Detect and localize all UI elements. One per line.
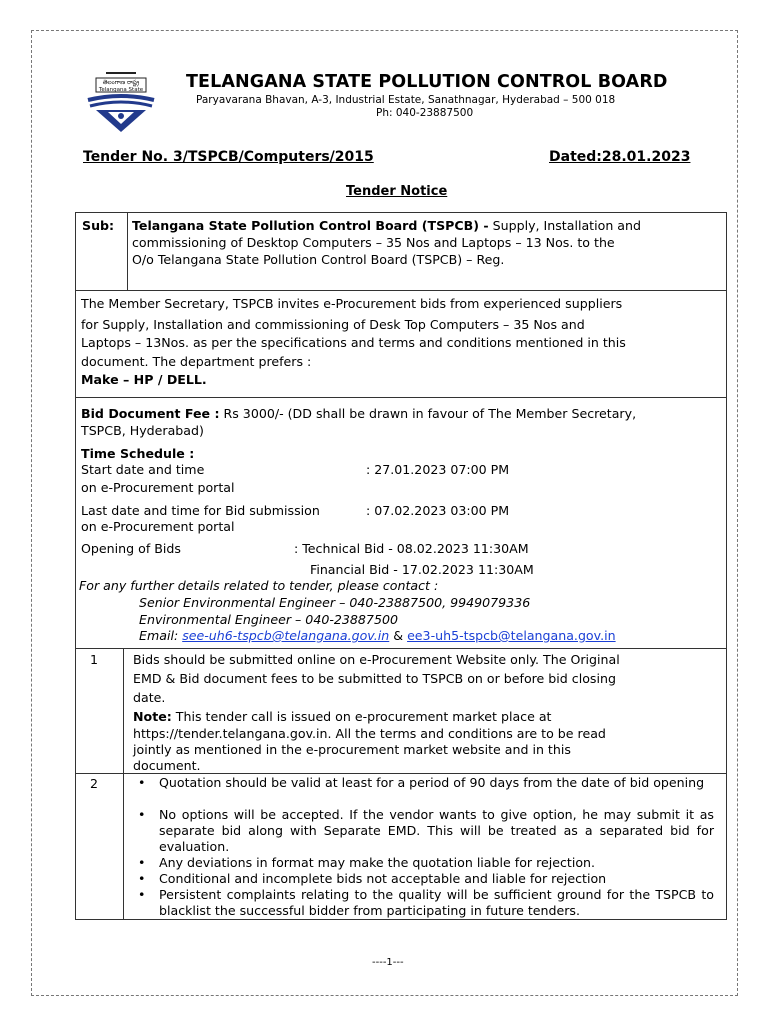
board-title: TELANGANA STATE POLLUTION CONTROL BOARD [186, 72, 668, 92]
intro-line-4: document. The department prefers : [81, 354, 312, 369]
board-phone: Ph: 040-23887500 [376, 107, 474, 119]
email-link-ee[interactable]: ee3-uh5-tspcb@telangana.gov.in [407, 628, 616, 643]
bullet-item: • Any deviations in format may make the quotation liable for rejection. [138, 855, 596, 870]
last-value: : 07.02.2023 03:00 PM [366, 503, 510, 518]
intro-line-1: The Member Secretary, TSPCB invites e-Procurement bids from experienced suppliers [81, 296, 623, 311]
email-link-see[interactable]: see-uh6-tspcb@telangana.gov.in [182, 628, 390, 643]
table-column-divider [123, 649, 124, 919]
note-line-3: jointly as mentioned in the e-procurement market website and in this [133, 742, 571, 757]
tspcb-logo [82, 70, 160, 134]
contact-emails: Email: see-uh6-tspcb@telangana.gov.in & ee3-uh5-tspcb@telangana.gov.in [139, 628, 616, 643]
schedule-box [75, 397, 727, 648]
bullet-item: • Persistent complaints relating to the quality will be sufficient ground for the TSPCB to blacklist the successful bidder from participating in future tenders. [138, 887, 714, 918]
bid-fee-line-1: Bid Document Fee : Rs 3000/- (DD shall be drawn in favour of The Member Secretary, [81, 406, 637, 421]
subject-line-3: O/o Telangana State Pollution Control Board (TSPCB) – Reg. [132, 252, 505, 267]
note-line-1: Note: This tender call is issued on e-procurement market place at [133, 709, 552, 724]
intro-line-2: for Supply, Installation and commissioning of Desk Top Computers – 35 Nos and [81, 317, 585, 332]
row-number-2: 2 [90, 776, 99, 791]
svg-text:Telangana State: Telangana State [98, 87, 144, 93]
condition-1-line-3: date. [133, 690, 166, 705]
intro-box [75, 290, 727, 398]
tender-number: Tender No. 3/TSPCB/Computers/2015 [83, 149, 374, 165]
svg-text:తెలంగాణ రాష్ట్ర: తెలంగాణ రాష్ట్ర [102, 79, 140, 86]
start-value: : 27.01.2023 07:00 PM [366, 462, 510, 477]
contact-ee: Environmental Engineer – 040-23887500 [139, 612, 398, 627]
subject-line-1: Telangana State Pollution Control Board (TSPCB) - Supply, Installation and [132, 218, 641, 233]
subject-box [75, 212, 727, 291]
note-line-4: document. [133, 758, 201, 773]
tender-date: Dated:28.01.2023 [549, 149, 691, 165]
bid-fee-line-2: TSPCB, Hyderabad) [81, 423, 204, 438]
subject-label: Sub: [82, 218, 115, 233]
subject-divider [127, 213, 128, 290]
financial-bid: Financial Bid - 17.02.2023 11:30AM [310, 562, 534, 577]
intro-line-3: Laptops – 13Nos. as per the specifications and terms and conditions mentioned in this [81, 335, 626, 350]
last-label-1: Last date and time for Bid submission [81, 503, 320, 518]
bullet-item: • Quotation should be valid at least for a period of 90 days from the date of bid opening [138, 775, 705, 790]
bullet-item: • No options will be accepted. If the vendor wants to give option, he may submit it as separate bid along with Separate EMD. This will be treated as a separated bid for evaluation. [138, 807, 714, 854]
technical-bid: : Technical Bid - 08.02.2023 11:30AM [294, 541, 529, 556]
last-label-2: on e-Procurement portal [81, 519, 235, 534]
subject-line-2: commissioning of Desktop Computers – 35 Nos and Laptops – 13 Nos. to the [132, 235, 615, 250]
conditions-table [75, 648, 727, 920]
bullet-item: • Conditional and incomplete bids not acceptable and liable for rejection [138, 871, 607, 886]
contact-intro: For any further details related to tender, please contact : [79, 578, 439, 593]
preferred-make: Make – HP / DELL. [81, 372, 207, 387]
notice-title: Tender Notice [346, 184, 448, 199]
start-label-2: on e-Procurement portal [81, 480, 235, 495]
time-schedule-title: Time Schedule : [81, 446, 195, 461]
contact-see: Senior Environmental Engineer – 040-23887500, 9949079336 [139, 595, 531, 610]
board-address: Paryavarana Bhavan, A-3, Industrial Estate, Sanathnagar, Hyderabad – 500 018 [196, 94, 616, 106]
note-line-2: https://tender.telangana.gov.in. All the terms and conditions are to be read [133, 726, 606, 741]
opening-label: Opening of Bids [81, 541, 181, 556]
start-label-1: Start date and time [81, 462, 205, 477]
condition-1-line-2: EMD & Bid document fees to be submitted to TSPCB on or before bid closing [133, 671, 616, 686]
condition-1-line-1: Bids should be submitted online on e-Procurement Website only. The Original [133, 652, 620, 667]
row-number-1: 1 [90, 652, 99, 667]
page-number: ----1--- [372, 957, 404, 968]
